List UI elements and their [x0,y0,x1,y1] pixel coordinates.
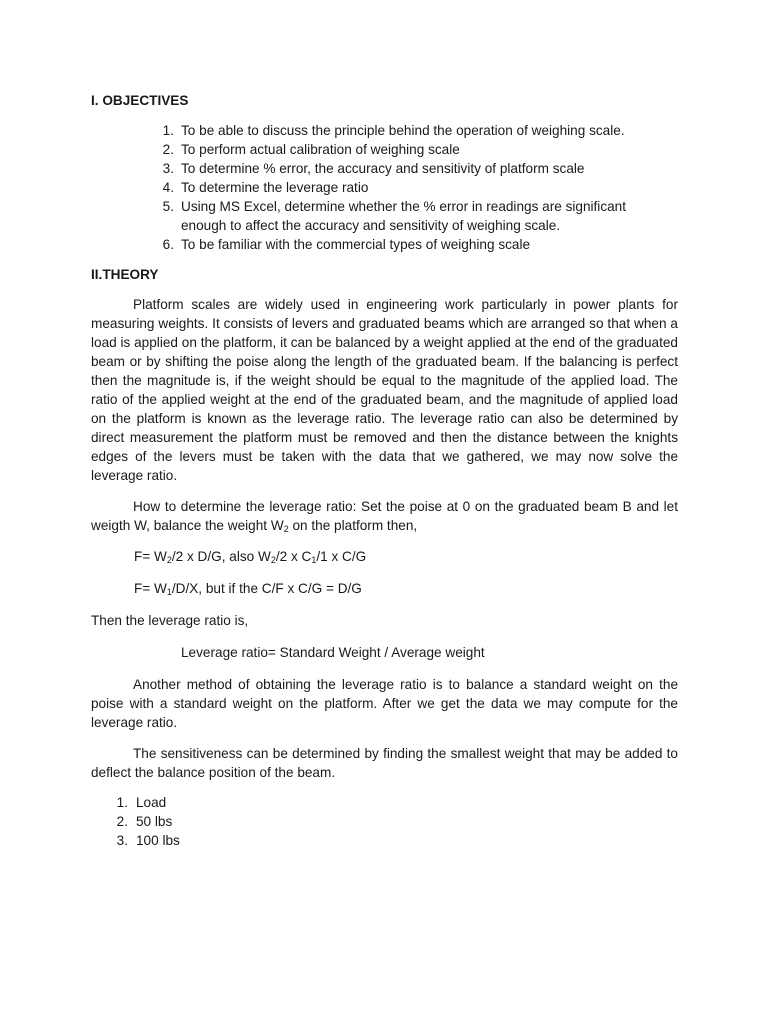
load-number: 2. [116,814,128,829]
paragraph-2-text-a: How to determine the leverage ratio: Set the poise at 0 on the graduated beam B and let weigth W, balance the weight W [91,499,678,533]
objective-item [154,235,674,254]
load-number: 1. [116,795,128,810]
objective-number: 4. [162,180,174,195]
objective-item [154,159,674,178]
equation-text: /2 x D/G, also W [171,549,271,564]
then-leverage-line: Then the leverage ratio is, [91,613,249,628]
load-text: Load [136,795,167,810]
objectives-heading: I. OBJECTIVES [91,93,189,108]
objective-number: 6. [162,237,174,252]
load-number: 3. [116,833,128,848]
subscript: 2 [166,555,172,565]
equation-text: /D/X, but if the C/F x C/G = D/G [171,581,362,596]
load-text: 50 lbs [136,814,173,829]
objective-number: 1. [162,123,174,138]
objective-item [154,140,674,159]
equation-2 [134,579,362,598]
objective-item [154,121,674,140]
objective-text: Using MS Excel, determine whether the % error in readings are significant enough to affect the accuracy and sensitivity of weighing scale. [181,199,627,233]
equation-1 [134,547,366,566]
objective-number: 5. [162,199,174,214]
theory-paragraph-3: Another method of obtaining the leverage ratio is to balance a standard weight on the poise with a standard weight on the platform. After we get the data we may compute for the leverage ratio. [91,677,678,730]
theory-paragraph-4: The sensitiveness can be determined by finding the smallest weight that may be added to deflect the balance position of the beam. [91,746,678,780]
leverage-ratio-formula: Leverage ratio= Standard Weight / Average weight [181,645,485,660]
paragraph-2-text-b: on the platform then, [288,518,418,533]
load-item [110,812,180,831]
objective-text: To determine the leverage ratio [181,180,369,195]
theory-paragraph-2 [91,497,678,535]
objectives-list [154,121,674,254]
subscript: 1 [166,587,172,597]
equation-text: /1 x C/G [316,549,367,564]
load-item [110,793,180,812]
objective-text: To be able to discuss the principle behind the operation of weighing scale. [181,123,625,138]
load-item [110,831,180,850]
theory-heading: II.THEORY [91,267,159,282]
objective-number: 3. [162,161,174,176]
objective-item [154,178,674,197]
equation-text: F= W [134,581,167,596]
objective-text: To determine % error, the accuracy and sensitivity of platform scale [181,161,585,176]
objective-item [154,197,661,235]
objective-number: 2. [162,142,174,157]
equation-text: F= W [134,549,167,564]
theory-paragraph-1: Platform scales are widely used in engineering work particularly in power plants for measuring weights. It consists of levers and graduated beams which are arranged so that when a load is applied on the platform, it can be balanced by a weight applied at the end of the graduated beam or by shifting the poise along the length of the graduated beam. If the balancing is perfect then the magnitude is, if the weight should be equal to the magnitude of the applied load. The ratio of the applied weight at the end of the graduated beam, and the magnitude of applied load on the platform is known as the leverage ratio. The leverage ratio can also be determined by direct measurement the platform must be removed and then the distance between the knights edges of the levers must be taken with the data that we gathered, we may now solve the leverage ratio. [91,297,678,483]
load-text: 100 lbs [136,833,180,848]
subscript: 1 [311,555,317,565]
load-list [110,793,180,850]
objective-text: To be familiar with the commercial types of weighing scale [181,237,531,252]
subscript: 2 [270,555,276,565]
subscript: 2 [283,524,289,534]
objective-text: To perform actual calibration of weighing scale [181,142,460,157]
equation-text: /2 x C [275,549,312,564]
